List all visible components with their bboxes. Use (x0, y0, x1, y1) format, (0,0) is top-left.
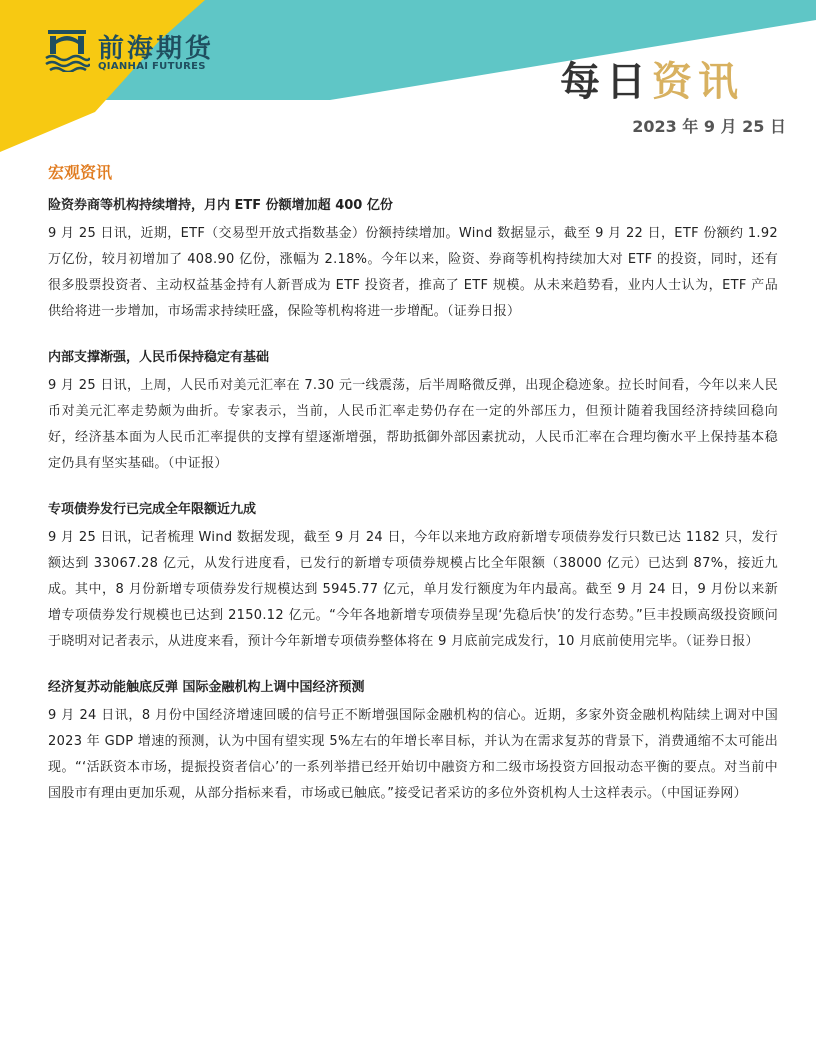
article-headline: 险资券商等机构持续增持，月内 ETF 份额增加超 400 亿份 (48, 198, 393, 213)
article-headline: 经济复苏动能触底反弹 国际金融机构上调中国经济预测 (48, 680, 365, 695)
logo-english-name: QIANHAI FUTURES (98, 61, 206, 72)
report-date: 2023 年 9 月 25 日 (632, 117, 786, 136)
company-logo (44, 28, 224, 76)
article-body: 9 月 24 日讯，8 月份中国经济增速回暖的信号正不断增强国际金融机构的信心。近期，多家外资金融机构陆续上调对中国 2023 年 GDP 增速的预测，认为中国有望实现 5%左右的年增长率目标，并认为在需求复苏的背景下，消费通缩不太可能出现。“‘活跃资本市场，提振投资者信心’的一系列举措已经开始切中融资方和二级市场投资方回报动态平衡的要点。对当前中国股市有理由更加乐观，从部分指标来看，市场或已触底。”接受记者采访的多位外资机构人士这样表示。（中国证券网） (48, 708, 778, 801)
logo-emblem-icon (44, 28, 90, 72)
article-headline: 内部支撑渐强，人民币保持稳定有基础 (48, 350, 270, 365)
main-content (48, 160, 778, 829)
article-body: 9 月 25 日讯，记者梳理 Wind 数据发现，截至 9 月 24 日，今年以来地方政府新增专项债券发行只数已达 1182 只，发行额达到 33067.28 亿元，从发行进度看，已发行的新增专项债券规模占比全年限额（38000 亿元）已达到 87%，接近九成。其中，8 月份新增专项债券发行规模达到 5945.77 亿元，单月发行额度为年内最高。截至 9 月 24 日，9 月份以来新增专项债券发行规模也已达到 2150.12 亿元。“今年各地新增专项债券呈现‘先稳后快’的发行态势。”巨丰投顾高级投资顾问于晓明对记者表示，从进度来看，预计今年新增专项债券整体将在 9 月底前完成发行，10 月底前使用完毕。（证券日报） (48, 530, 778, 649)
news-article (48, 195, 778, 325)
news-article (48, 347, 778, 477)
article-body: 9 月 25 日讯，近期，ETF（交易型开放式指数基金）份额持续增加。Wind 数据显示，截至 9 月 22 日，ETF 份额约 1.92 万亿份，较月初增加了 408.90 亿份，涨幅为 2.18%。今年以来，险资、券商等机构持续加大对 ETF 的投资，同时，还有很多股票投资者、主动权益基金持有人新晋成为 ETF 投资者，推高了 ETF 规模。从未来趋势看，业内人士认为，ETF 产品供给将进一步增加，市场需求持续旺盛，保险等机构将进一步增配。（证券日报） (48, 226, 778, 319)
page-title (560, 50, 744, 107)
article-headline: 专项债券发行已完成全年限额近九成 (48, 502, 257, 517)
logo-chinese-name: 前海期货 (98, 34, 215, 64)
news-article (48, 499, 778, 655)
article-body: 9 月 25 日讯，上周，人民币对美元汇率在 7.30 元一线震荡，后半周略微反弹，出现企稳迹象。拉长时间看，今年以来人民币对美元汇率走势颇为曲折。专家表示，当前，人民币汇率走势仍存在一定的外部压力，但预计随着我国经济持续回稳向好，经济基本面为人民币汇率提供的支撑有望逐渐增强，帮助抵御外部因素扰动，人民币汇率在合理均衡水平上保持基本稳定仍具有坚实基础。（中证报） (48, 378, 778, 471)
news-article (48, 677, 778, 807)
page-title-part2: 资讯 (652, 59, 744, 105)
page-title-part1: 每日 (560, 59, 652, 105)
section-title-macro: 宏观资讯 (48, 163, 113, 182)
